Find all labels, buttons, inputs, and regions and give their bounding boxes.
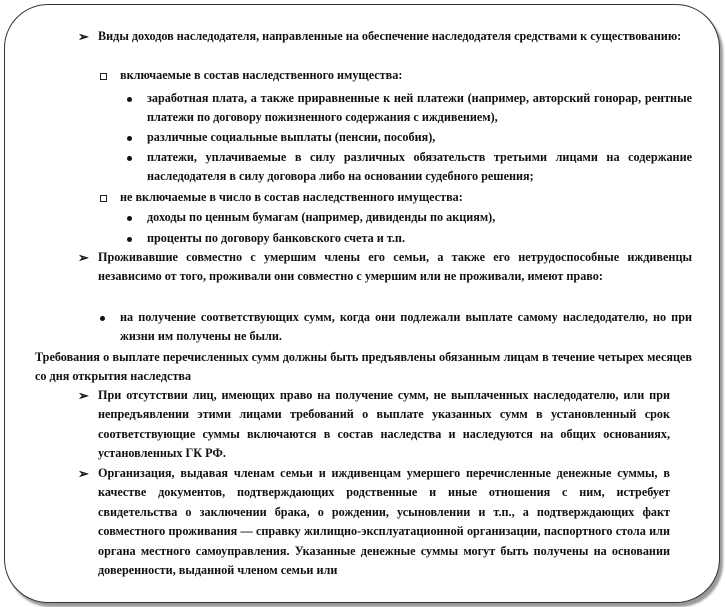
square-bullet-icon <box>100 195 107 202</box>
arrow-bullet-icon: ➢ <box>78 250 89 265</box>
arrow-bullet-icon: ➢ <box>78 29 89 44</box>
list-item-text: на получение соответствующих сумм, когда они подлежали выплате самому наследодателю, но при жизни им получены не были. <box>120 310 692 344</box>
group1-label: включаемые в состав наследственного имущества: <box>120 68 403 82</box>
list-item-text: доходы по ценным бумагам (например, дивиденды по акциям), <box>147 210 496 224</box>
section1-heading-item <box>78 27 692 46</box>
section2-heading: Проживавшие совместно с умершим члены его семьи, а также его нетрудоспособные иждивенцы независимо от того, проживали они совместно с умершим или не проживали, имеют право: <box>98 250 692 284</box>
deadline-paragraph: Требования о выплате перечисленных сумм должны быть предъявлены обязанным лицам в течение четырех месяцев со дня открытия наследства <box>35 350 692 384</box>
dot-bullet-icon <box>127 216 132 221</box>
dot-bullet-icon <box>127 237 132 242</box>
section3-item-1 <box>78 386 670 464</box>
group1-item-2 <box>127 128 692 147</box>
arrow-bullet-icon: ➢ <box>78 388 89 403</box>
list-item-text: проценты по договору банковского счета и т.п. <box>147 231 405 245</box>
section1-heading: Виды доходов наследодателя, направленные на обеспечение наследодателя средствами к существованию: <box>98 29 682 43</box>
group2-item-1 <box>127 208 692 227</box>
dot-bullet-icon <box>100 316 105 321</box>
square-bullet-icon <box>100 73 107 80</box>
group2-label: не включаемые в число в состав наследственного имущества: <box>120 190 463 204</box>
section3-item-2 <box>78 464 670 580</box>
section2-item-1 <box>100 308 692 347</box>
list-item-text: Организация, выдавая членам семьи и иждивенцам умершего перечисленные денежные суммы, в качестве документов, подтверждающих родственные и иные отношения с ним, истребует свидетельства о заключении брака, о рождении, усыновлении и т.п., а подтверждающих факт совместного проживания — справку жилищно-эксплуатационной организации, паспортного стола или органа местного самоуправления. Указанные денежные суммы могут быть получены на основании доверенности, выданной членом семьи или <box>98 466 670 578</box>
group1-label-item <box>100 66 692 85</box>
dot-bullet-icon <box>127 97 132 102</box>
list-item-text: платежи, уплачиваемые в силу различных обязательств третьими лицами на содержание наследодателя в силу договора либо на основании судебного решения; <box>147 150 692 184</box>
dot-bullet-icon <box>127 156 132 161</box>
group1-item-1 <box>127 89 692 128</box>
group2-item-2 <box>127 229 692 248</box>
list-item-text: При отсутствии лиц, имеющих право на получение сумм, не выплаченных наследодателю, или при непредъявлении этими лицами требований о выплате указанных сумм в установленный срок соответствующие суммы включаются в состав наследства и наследуются на общих основаниях, установленных ГК РФ. <box>98 388 670 461</box>
dot-bullet-icon <box>127 136 132 141</box>
list-item-text: заработная плата, а также приравненные к ней платежи (например, авторский гонорар, рентные платежи по договору пожизненного содержания с иждивением), <box>147 91 692 125</box>
arrow-bullet-icon: ➢ <box>78 466 89 481</box>
group2-label-item <box>100 188 692 207</box>
section2-heading-item <box>78 248 692 287</box>
list-item-text: различные социальные выплаты (пенсии, пособия), <box>147 130 436 144</box>
group1-item-3 <box>127 148 692 187</box>
